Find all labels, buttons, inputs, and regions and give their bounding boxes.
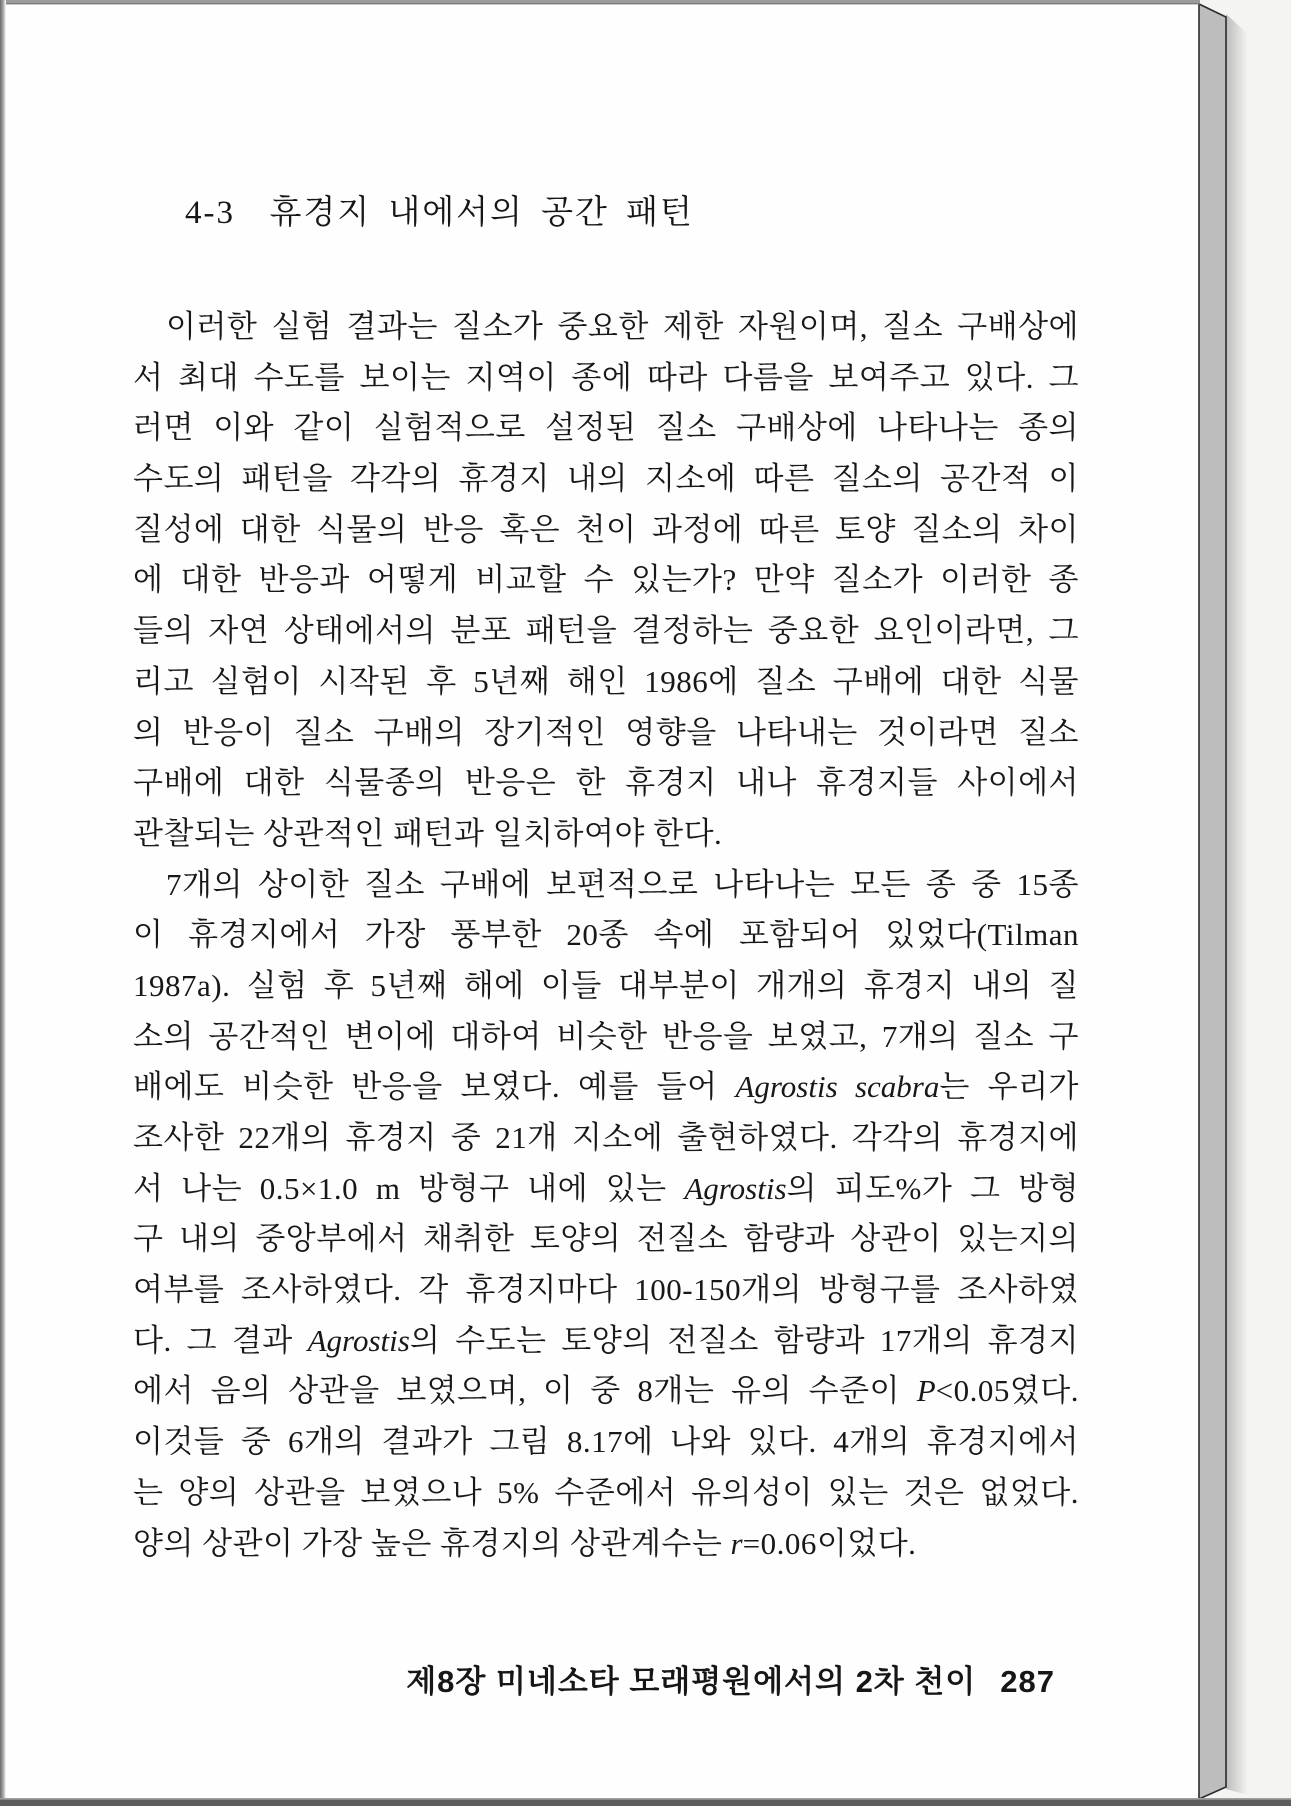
text-segment: 의 피도%가 그 방형 [786,1170,1079,1206]
text-segment: <0.05였다. [935,1373,1079,1409]
latin-italic-term: Agrostis [307,1322,410,1358]
text-segment: 서 최대 수도를 보이는 지역이 종에 따라 다름을 보여주고 있다. 그 [133,359,1079,395]
latin-italic-term: Agrostis [684,1170,787,1206]
text-segment: 이 휴경지에서 가장 풍부한 20종 속에 포함되어 있었다(Tilman [133,917,1079,953]
text-segment: 이러한 실험 결과는 질소가 중요한 제한 자원이며, 질소 구배상에 [166,309,1079,344]
text-segment: 배에도 비슷한 반응을 보였다. 예를 들어 [133,1069,736,1105]
text-line [133,758,1079,809]
text-segment: 구 내의 중앙부에서 채취한 토양의 전질소 함량과 상관이 있는지의 [133,1221,1079,1257]
text-segment: 이것들 중 6개의 결과가 그림 8.17에 나와 있다. 4개의 휴경지에서 [133,1424,1079,1460]
text-segment: 여부를 조사하였다. 각 휴경지마다 100-150개의 방형구를 조사하였 [133,1272,1079,1308]
text-line [133,1519,1079,1570]
text-line [133,555,1079,606]
text-line [133,302,1079,353]
text-segment: 양의 상관이 가장 높은 휴경지의 상관계수는 [133,1525,731,1561]
text-line [133,961,1079,1012]
text-segment: =0.06이었다. [742,1525,917,1561]
latin-italic-term: P [916,1373,936,1409]
text-segment: 의 반응이 질소 구배의 장기적인 영향을 나타내는 것이라면 질소 [133,714,1079,750]
text-segment: 관찰되는 상관적인 패턴과 일치하여야 한다. [133,815,723,851]
text-segment: 다. 그 결과 [133,1322,308,1358]
text-segment: 는 양의 상관을 보였으나 5% 수준에서 유의성이 있는 것은 없었다. [133,1474,1079,1510]
text-line [133,1214,1079,1265]
latin-italic-term: Agrostis scabra [735,1069,940,1105]
text-segment: 7개의 상이한 질소 구배에 보편적으로 나타나는 모든 종 중 15종 [166,866,1079,902]
text-segment: 는 우리가 [939,1069,1079,1105]
text-line [133,1316,1079,1367]
paragraph [133,302,1079,860]
text-line [133,708,1079,759]
paragraph [133,860,1079,1570]
running-footer [133,1620,1055,1737]
text-line [133,860,1079,911]
text-line [133,353,1079,404]
text-line [133,910,1079,961]
text-segment: 의 수도는 토양의 전질소 함량과 17개의 휴경지 [409,1322,1079,1358]
text-line [133,809,1079,860]
text-segment: 들의 자연 상태에서의 분포 패턴을 결정하는 중요한 요인이라면, 그 [133,613,1079,649]
text-segment: 조사한 22개의 휴경지 중 21개 지소에 출현하였다. 각각의 휴경지에 [133,1120,1079,1155]
text-line [133,1012,1079,1063]
text-line [133,505,1079,556]
section-title: 4-3 휴경지 내에서의 공간 패턴 [185,195,694,231]
text-segment: 소의 공간적인 변이에 대하여 비슷한 반응을 보였고, 7개의 질소 구 [133,1018,1079,1054]
text-line [133,1113,1079,1164]
page-number: 287 [1000,1664,1055,1699]
text-segment: 서 나는 0.5×1.0 m 방형구 내에 있는 [133,1170,685,1206]
text-line [133,403,1079,454]
text-segment: 1987a). 실험 후 5년째 해에 이들 대부분이 개개의 휴경지 내의 질 [133,967,1079,1003]
latin-italic-term: r [730,1525,743,1561]
text-line [133,1265,1079,1316]
text-segment: 질성에 대한 식물의 반응 혹은 천이 과정에 따른 토양 질소의 차이 [133,511,1079,547]
text-line [133,1468,1079,1519]
text-segment: 에 대한 반응과 어떻게 비교할 수 있는가? 만약 질소가 이러한 종 [133,562,1079,598]
text-line [133,1062,1079,1113]
text-segment: 에서 음의 상관을 보였으며, 이 중 8개는 유의 수준이 [133,1373,917,1409]
text-segment: 수도의 패턴을 각각의 휴경지 내의 지소에 따른 질소의 공간적 이 [133,461,1079,497]
text-line [133,454,1079,505]
text-line [133,1417,1079,1468]
body-text [133,302,1079,1569]
text-segment: 리고 실험이 시작된 후 5년째 해인 1986에 질소 구배에 대한 식물 [133,663,1079,699]
footer-chapter-title: 제8장 미네소타 모래평원에서의 2차 천이 [406,1664,977,1699]
text-line [133,657,1079,708]
text-line [133,1164,1079,1215]
text-line [133,606,1079,657]
text-segment: 구배에 대한 식물종의 반응은 한 휴경지 내나 휴경지들 사이에서 [133,765,1079,801]
text-segment: 러면 이와 같이 실험적으로 설정된 질소 구배상에 나타나는 종의 [133,410,1079,446]
text-line [133,1366,1079,1417]
